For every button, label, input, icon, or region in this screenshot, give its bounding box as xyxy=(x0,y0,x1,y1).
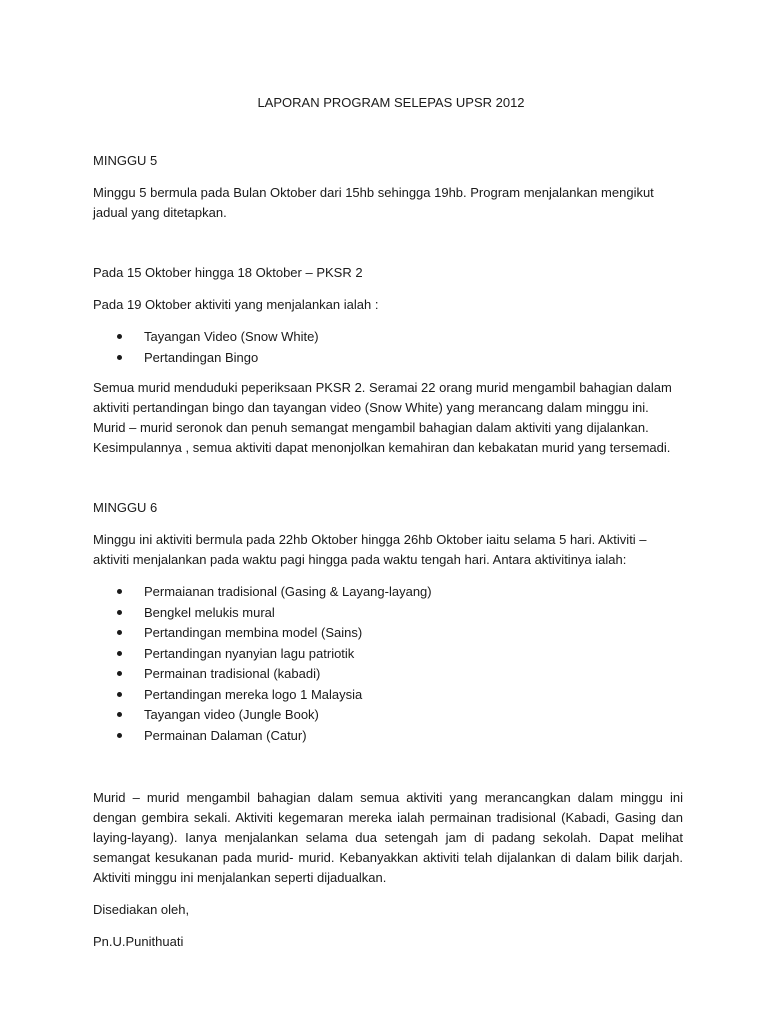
week6-activity-list xyxy=(93,582,683,746)
list-item xyxy=(93,726,683,747)
bullet-icon xyxy=(117,355,122,360)
list-item-text: Permainan tradisional (kabadi) xyxy=(144,666,321,681)
list-item xyxy=(93,623,683,644)
week6-heading: MINGGU 6 xyxy=(93,500,158,515)
list-item xyxy=(93,327,683,348)
list-item xyxy=(93,685,683,706)
list-item-text: Pertandingan Bingo xyxy=(144,349,259,365)
list-item-text: Tayangan video (Jungle Book) xyxy=(144,707,319,722)
bullet-icon xyxy=(117,610,122,615)
document-title: LAPORAN PROGRAM SELEPAS UPSR 2012 xyxy=(257,95,525,110)
prepared-by-name: Pn.U.Punithuati xyxy=(93,934,184,949)
bullet-icon xyxy=(117,651,122,656)
document-body xyxy=(93,93,683,964)
list-item-text: Permainan Dalaman (Catur) xyxy=(144,727,307,743)
list-item xyxy=(93,582,683,603)
list-item xyxy=(93,664,683,685)
week5-heading: MINGGU 5 xyxy=(93,153,158,168)
list-item-text: Pertandingan membina model (Sains) xyxy=(144,625,363,640)
week5-intro: Minggu 5 bermula pada Bulan Oktober dari 15hb sehingga 19hb. Program menjalankan mengikut jadual yang ditetapkan. xyxy=(93,185,654,220)
list-item xyxy=(93,644,683,665)
bullet-icon xyxy=(117,630,122,635)
list-item-text: Permaianan tradisional (Gasing & Layang-layang) xyxy=(144,584,432,599)
week5-activity-list xyxy=(93,327,683,368)
bullet-icon xyxy=(117,733,122,738)
list-item-text: Bengkel melukis mural xyxy=(144,604,275,620)
spacer xyxy=(93,756,683,788)
list-item-text: Pertandingan mereka logo 1 Malaysia xyxy=(144,686,363,702)
bullet-icon xyxy=(117,589,122,594)
list-item-text: Tayangan Video (Snow White) xyxy=(144,329,319,344)
bullet-icon xyxy=(117,692,122,697)
week6-intro: Minggu ini aktiviti bermula pada 22hb Oktober hingga 26hb Oktober iaitu selama 5 hari. Aktiviti – aktiviti menjalankan pada waktu pagi hingga pada waktu tengah hari. Antara aktivitinya ialah: xyxy=(93,532,647,567)
week5-line-pksr: Pada 15 Oktober hingga 18 Oktober – PKSR 2 xyxy=(93,265,363,280)
list-item xyxy=(93,348,683,369)
bullet-icon xyxy=(117,671,122,676)
week5-line-activities: Pada 19 Oktober aktiviti yang menjalankan ialah : xyxy=(93,297,379,312)
week6-summary: Murid – murid mengambil bahagian dalam semua aktiviti yang merancangkan dalam minggu ini dengan gembira sekali. Aktiviti kegemaran mereka ialah permainan tradisional (Kabadi, Gasing dan laying-layang). Ianya menjalankan selama dua setengah jam di padang sekolah. Dapat melihat semangat kesukanan pada murid- murid. Kebanyakkan aktiviti telah dijalankan di dalam bilik darjah. Aktiviti minggu ini menjalankan seperti dijadualkan. xyxy=(93,790,683,885)
list-item-text: Pertandingan nyanyian lagu patriotik xyxy=(144,645,355,661)
list-item xyxy=(93,705,683,726)
week5-summary: Semua murid menduduki peperiksaan PKSR 2. Seramai 22 orang murid mengambil bahagian dalam aktiviti pertandingan bingo dan tayangan video (Snow White) yang merancang dalam minggu ini. Murid – murid seronok dan penuh semangat mengambil bahagian dalam aktiviti yang dijalankan. Kesimpulannya , semua aktiviti dapat menonjolkan kemahiran dan kebakatan murid yang tersemadi. xyxy=(93,380,672,455)
list-item xyxy=(93,603,683,624)
bullet-icon xyxy=(117,334,122,339)
prepared-by-label: Disediakan oleh, xyxy=(93,902,190,917)
bullet-icon xyxy=(117,712,122,717)
